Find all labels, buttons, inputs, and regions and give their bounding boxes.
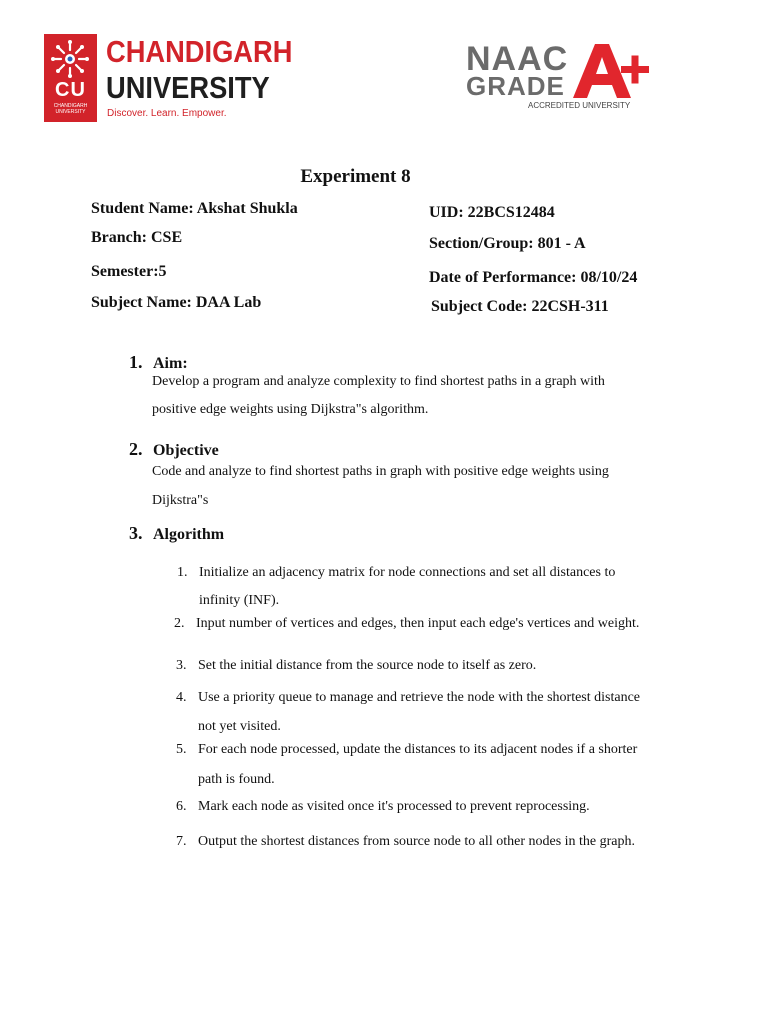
step-text-line: For each node processed, update the distances to its adjacent nodes if a shorter <box>198 742 638 757</box>
step-text-line: Use a priority queue to manage and retrieve the node with the shortest distance <box>198 690 641 705</box>
step-text-line: Input number of vertices and edges, then input each edge's vertices and weight. <box>196 616 640 631</box>
section-number: 3. <box>129 523 143 543</box>
naac-word: NAAC <box>466 40 569 78</box>
step-number: 1. <box>177 565 188 580</box>
naac-accredited-text: ACCREDITED UNIVERSITY <box>528 101 631 110</box>
naac-a-plus-icon <box>569 40 651 102</box>
step-text-line: Mark each node as visited once it's processed to prevent reprocessing. <box>198 799 590 814</box>
section-heading-objective: Objective <box>153 442 219 459</box>
step-text-line: infinity (INF). <box>199 593 280 608</box>
student-uid: UID: 22BCS12484 <box>429 204 555 221</box>
section-number: 1. <box>129 352 143 372</box>
step-number: 7. <box>176 834 187 849</box>
cu-emblem-icon <box>50 39 90 79</box>
cu-wordmark-line2: UNIVERSITY <box>106 70 270 105</box>
step-number: 6. <box>176 799 187 814</box>
cu-emblem <box>44 34 97 122</box>
step-number: 4. <box>176 690 187 705</box>
step-number: 3. <box>176 658 187 673</box>
cu-initials: CU <box>55 79 86 101</box>
step-text-line: not yet visited. <box>198 719 281 734</box>
cu-wordmark-line1: CHANDIGARH <box>106 34 293 69</box>
naac-grade-word: GRADE <box>466 71 565 101</box>
step-number: 2. <box>174 616 185 631</box>
step-number: 5. <box>176 742 187 757</box>
subject-name: Subject Name: DAA Lab <box>91 294 262 311</box>
experiment-title: Experiment 8 <box>300 166 411 187</box>
section-heading-algorithm: Algorithm <box>153 526 225 543</box>
objective-text-line: Code and analyze to find shortest paths in graph with positive edge weights using <box>152 464 609 479</box>
date-of-performance: Date of Performance: 08/10/24 <box>429 269 638 286</box>
semester: Semester:5 <box>91 263 167 280</box>
chandigarh-university-logo <box>44 34 298 124</box>
section-number: 2. <box>129 439 143 459</box>
section-group: Section/Group: 801 - A <box>429 235 586 252</box>
step-text-line: Initialize an adjacency matrix for node connections and set all distances to <box>199 565 616 580</box>
subject-code: Subject Code: 22CSH-311 <box>431 298 609 315</box>
branch: Branch: CSE <box>91 229 183 246</box>
student-name: Student Name: Akshat Shukla <box>91 200 298 217</box>
aim-text-line: Develop a program and analyze complexity to find shortest paths in a graph with <box>152 374 605 389</box>
section-heading-aim: Aim: <box>153 355 188 372</box>
naac-logo <box>464 30 660 124</box>
step-text-line: Output the shortest distances from source node to all other nodes in the graph. <box>198 834 636 849</box>
objective-text-line: Dijkstra"s <box>152 493 209 508</box>
step-text-line: path is found. <box>198 772 275 787</box>
step-text-line: Set the initial distance from the source node to itself as zero. <box>198 658 537 673</box>
cu-small-text: CHANDIGARH UNIVERSITY <box>53 103 88 115</box>
aim-text-line: positive edge weights using Dijkstra"s algorithm. <box>152 402 429 417</box>
cu-tagline: Discover. Learn. Empower. <box>107 108 227 119</box>
